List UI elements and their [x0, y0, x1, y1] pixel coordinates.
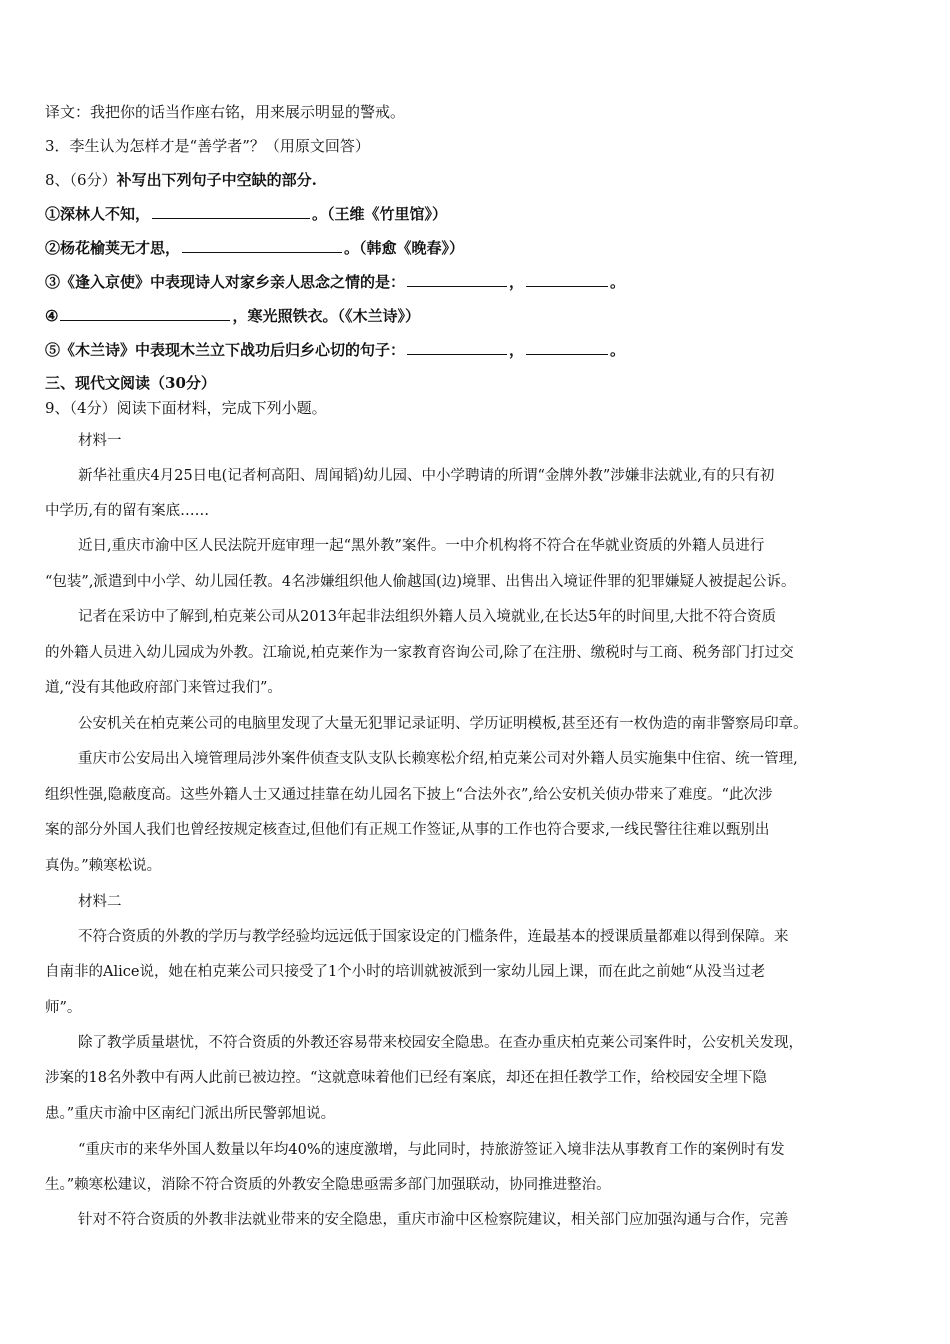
m2-p1-line1: 不符合资质的外教的学历与教学经验均远远低于国家设定的门槛条件，连最基本的授课质量都难以得到保障。来	[78, 929, 789, 945]
question-8-number: 8、（6分）	[45, 171, 117, 189]
fill-item-2-prefix: ②杨花榆荚无才思，	[45, 239, 181, 257]
m2-p2-line3: 患。”重庆市渝中区南纪门派出所民警郭旭说。	[45, 1106, 336, 1122]
fill-item-3-prefix: ③《逢入京使》中表现诗人对家乡亲人思念之情的是：	[45, 273, 406, 291]
fill-item-3-suffix: 。	[610, 273, 626, 291]
answer-blank-2[interactable]	[182, 237, 342, 253]
m1-p2-line1: 近日,重庆市渝中区人民法院开庭审理一起“黑外教”案件。一中介机构将不符合在华就业资质的外籍人员进行	[78, 538, 765, 554]
question-9: 9、（4分）阅读下面材料，完成下列小题。	[45, 399, 327, 417]
section-3-heading: 三、现代文阅读（30分）	[45, 374, 216, 392]
fill-item-4-prefix: ④	[45, 307, 59, 325]
m1-p5-line2: 组织性强,隐蔽度高。这些外籍人士又通过挂靠在幼儿园名下披上“合法外衣”,给公安机关侦办带来了难度。“此次涉	[45, 787, 773, 803]
answer-blank-4[interactable]	[60, 305, 230, 321]
m1-p3-line2: 的外籍人员进入幼儿园成为外教。江瑜说,柏克莱作为一家教育咨询公司,除了在注册、缴税时与工商、税务部门打过交	[45, 645, 794, 661]
m1-p5-line1: 重庆市公安局出入境管理局涉外案件侦查支队支队长赖寒松介绍,柏克莱公司对外籍人员实施集中住宿、统一管理,	[78, 751, 798, 767]
m1-p1-line1: 新华社重庆4月25日电(记者柯高阳、周闻韬)幼儿园、中小学聘请的所谓“金牌外教”涉嫌非法就业,有的只有初	[78, 468, 775, 484]
m1-p5-line4: 真伪。”赖寒松说。	[45, 858, 162, 874]
fill-item-1-suffix: 。（王维《竹里馆》）	[312, 205, 448, 223]
m1-p1-line2: 中学历,有的留有案底……	[45, 503, 210, 519]
m2-p2-line1: 除了教学质量堪忧，不符合资质的外教还容易带来校园安全隐患。在查办重庆柏克莱公司案件时，公安机关发现，	[78, 1035, 803, 1051]
fill-item-5-suffix: 。	[610, 341, 626, 359]
answer-blank-5a[interactable]	[407, 339, 507, 355]
fill-item-5	[45, 339, 910, 361]
fill-item-2	[45, 237, 910, 259]
fill-item-2-suffix: 。（韩愈《晚春》）	[344, 239, 465, 257]
answer-blank-3a[interactable]	[407, 271, 507, 287]
answer-blank-1[interactable]	[152, 203, 310, 219]
fill-item-1-prefix: ①深林人不知，	[45, 205, 151, 223]
m1-p5-line3: 案的部分外国人我们也曾经按规定核查过,但他们有正规工作签证,从事的工作也符合要求,一线民警往往难以甄别出	[45, 822, 770, 838]
translation-line: 译文：我把你的话当作座右铭，用来展示明显的警戒。	[45, 103, 406, 121]
fill-item-1	[45, 203, 910, 225]
material-1-title: 材料一	[78, 433, 122, 449]
m2-p1-line3: 师”。	[45, 1000, 82, 1016]
fill-item-3-comma: ，	[509, 273, 525, 291]
fill-item-4-suffix: ，寒光照铁衣。（《木兰诗》）	[232, 307, 420, 325]
m1-p3-line1: 记者在采访中了解到,柏克莱公司从2013年起非法组织外籍人员入境就业,在长达5年的时间里,大批不符合资质	[78, 609, 776, 625]
question-8-heading	[45, 169, 910, 191]
question-3: 3．李生认为怎样才是“善学者”？（用原文回答）	[45, 137, 370, 155]
m1-p3-line3: 道,“没有其他政府部门来管过我们”。	[45, 680, 282, 696]
fill-item-5-prefix: ⑤《木兰诗》中表现木兰立下战功后归乡心切的句子：	[45, 341, 406, 359]
fill-item-5-comma: ，	[509, 341, 525, 359]
material-2-title: 材料二	[78, 894, 122, 910]
m2-p1-line2: 自南非的Alice说，她在柏克莱公司只接受了1个小时的培训就被派到一家幼儿园上课，而在此之前她“从没当过老	[45, 964, 766, 980]
m2-p3-line2: 生。”赖寒松建议，消除不符合资质的外教安全隐患亟需多部门加强联动，协同推进整治。	[45, 1177, 611, 1193]
m2-p3-line1: “重庆市的来华外国人数量以年均40%的速度激增，与此同时，持旅游签证入境非法从事教育工作的案例时有发	[78, 1142, 785, 1158]
answer-blank-5b[interactable]	[526, 339, 608, 355]
answer-blank-3b[interactable]	[526, 271, 608, 287]
fill-item-3	[45, 271, 910, 293]
m2-p2-line2: 涉案的18名外教中有两人此前已被边控。“这就意味着他们已经有案底，却还在担任教学工作，给校园安全埋下隐	[45, 1070, 767, 1086]
question-8-instruction: 补写出下列句子中空缺的部分.	[116, 171, 317, 189]
m2-p4-line1: 针对不符合资质的外教非法就业带来的安全隐患，重庆市渝中区检察院建议，相关部门应加强沟通与合作，完善	[78, 1212, 789, 1228]
m1-p4-line1: 公安机关在柏克莱公司的电脑里发现了大量无犯罪记录证明、学历证明模板,甚至还有一枚伪造的南非警察局印章。	[78, 716, 808, 732]
m1-p2-line2: “包装”,派遣到中小学、幼儿园任教。4名涉嫌组织他人偷越国(边)境罪、出售出入境证件罪的犯罪嫌疑人被提起公诉。	[45, 574, 796, 590]
fill-item-4	[45, 305, 910, 327]
